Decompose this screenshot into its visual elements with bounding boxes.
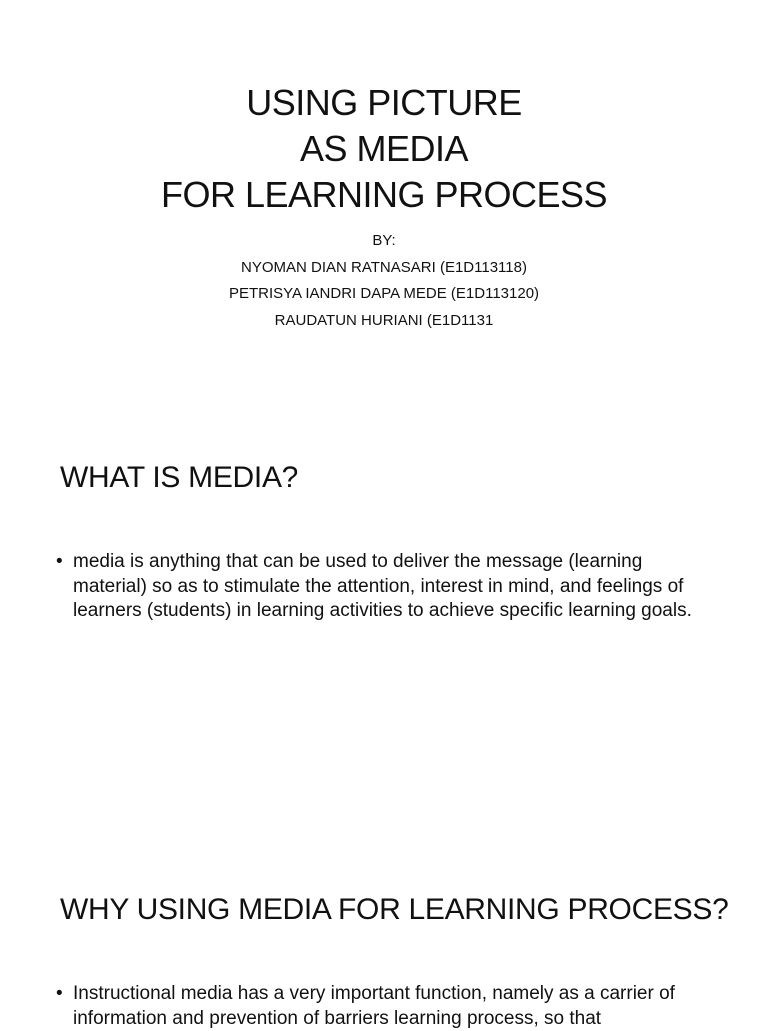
by-label: BY: <box>372 232 396 249</box>
bullet-list <box>56 550 716 624</box>
slide-heading: WHY USING MEDIA FOR LEARNING PROCESS? <box>60 893 729 926</box>
author-name: NYOMAN DIAN RATNASARI (E1D113118) <box>241 258 527 276</box>
what-is-media-slide <box>0 420 768 852</box>
slide-title <box>0 80 768 218</box>
why-using-media-slide <box>0 852 768 1029</box>
bullet-icon: • <box>56 983 63 1004</box>
title-line: USING PICTURE <box>246 82 522 123</box>
author-name: PETRISYA IANDRI DAPA MEDE (E1D113120) <box>228 285 540 302</box>
slide-heading: WHAT IS MEDIA? <box>60 461 299 494</box>
bullet-icon: • <box>56 551 63 572</box>
bullet-item <box>56 550 716 624</box>
title-line: AS MEDIA <box>299 128 469 169</box>
author-credits <box>0 228 768 334</box>
bullet-text: Instructional media has a very important function, namely as a carrier of information and prevention of barriers learning process, so that <box>73 983 675 1029</box>
title-line: FOR LEARNING PROCESS <box>160 174 608 215</box>
bullet-text: media is anything that can be used to deliver the message (learning material) so as to stimulate the attention, interest in mind, and feelings of learners (students) in learning activities to achieve specific learning goals. <box>73 551 692 621</box>
title-slide <box>0 0 768 420</box>
author-name: RAUDATUN HURIANI (E1D1131 <box>274 311 494 329</box>
